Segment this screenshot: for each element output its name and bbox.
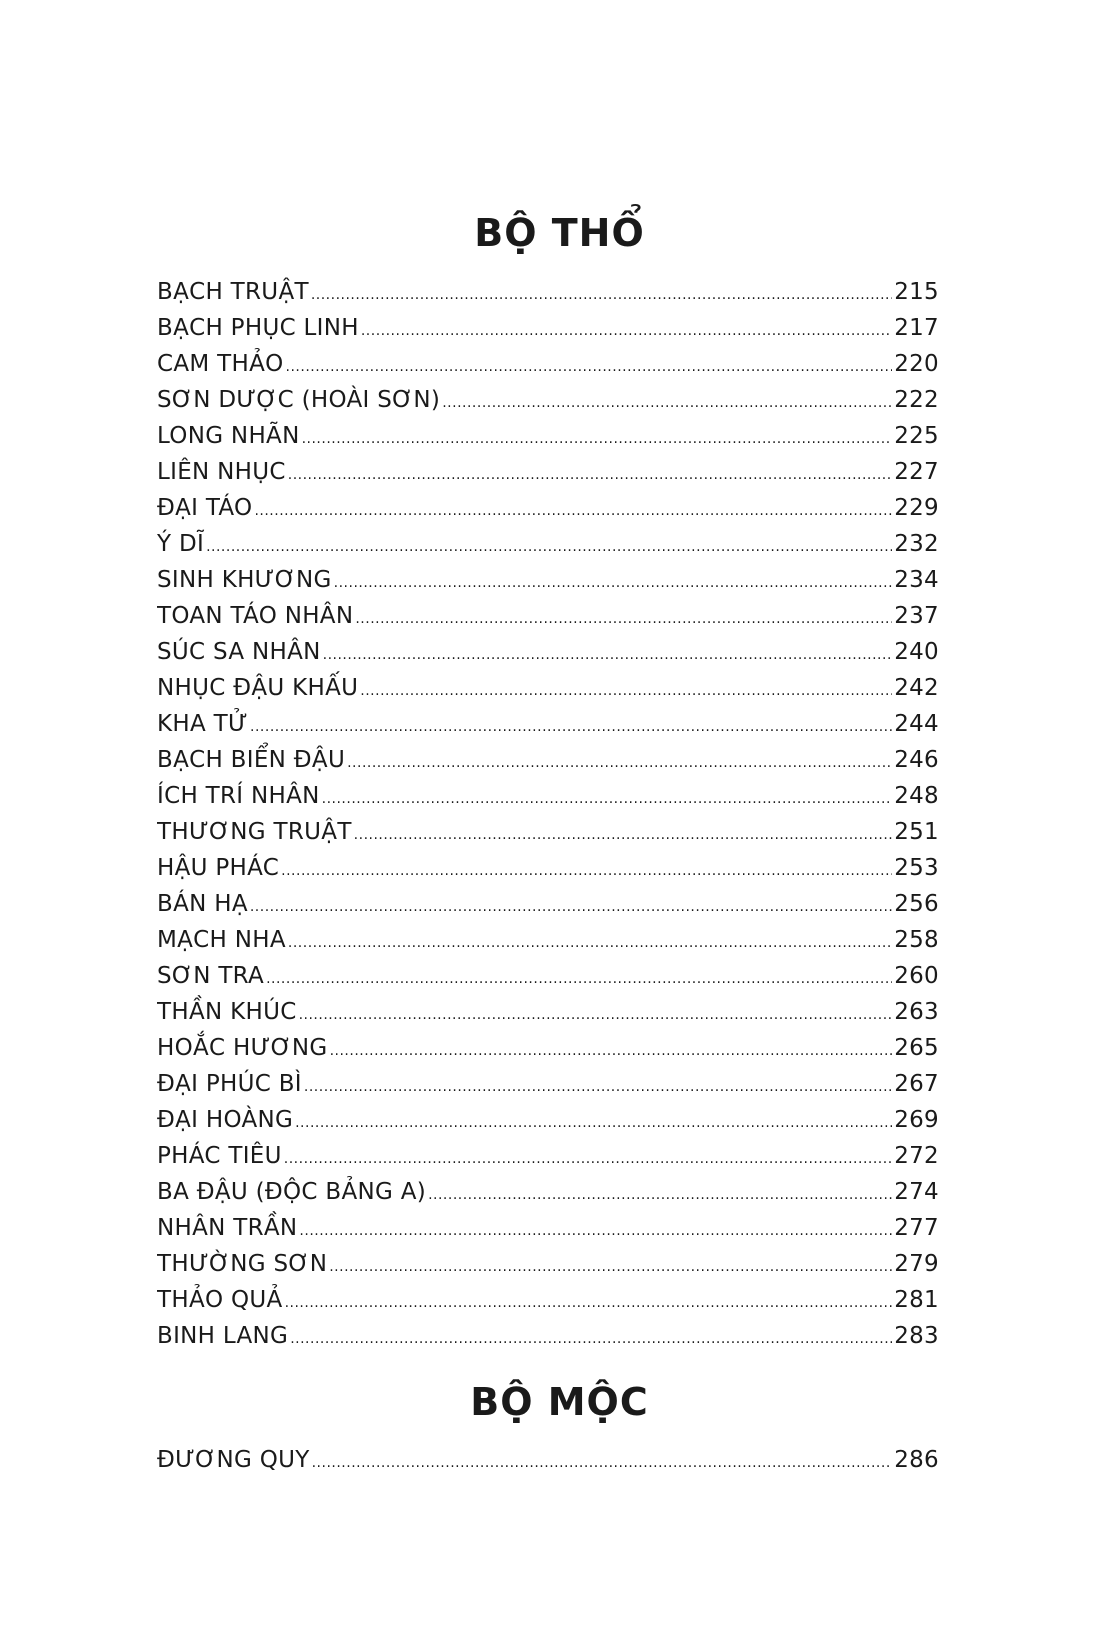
dot-leader [354,817,893,850]
toc-entry-name: ĐẠI PHÚC BÌ [157,1071,302,1097]
toc-entry [157,1138,939,1174]
toc-entry-page-number: 232 [894,531,939,557]
toc-entry [157,1174,939,1210]
toc-entry [157,346,939,382]
toc-entry [157,598,939,634]
toc-entry-page-number: 227 [894,459,939,485]
toc-entry-page-number: 286 [894,1447,939,1473]
toc-entry [157,634,939,670]
toc-entry-page-number: 215 [894,279,939,305]
dot-leader [312,1445,893,1478]
toc-entry-name: CAM THẢO [157,351,284,377]
toc-entry-page-number: 265 [894,1035,939,1061]
toc-entry-page-number: 277 [894,1215,939,1241]
toc-entry [157,706,939,742]
dot-leader [285,1285,893,1318]
toc-entry-name: SƠN DƯỢC (HOÀI SƠN) [157,387,441,413]
toc-entry-page-number: 229 [894,495,939,521]
dot-leader [290,1321,892,1354]
toc-entry-name: PHÁC TIÊU [157,1143,282,1169]
toc-entry-name: ÍCH TRÍ NHÂN [157,783,320,809]
toc-entry [157,778,939,814]
toc-entry-page-number: 260 [894,963,939,989]
toc-entry-name: TOAN TÁO NHÂN [157,603,354,629]
toc-entry-name: BẠCH BIỂN ĐẬU [157,747,346,773]
toc-entry-name: NHỤC ĐẬU KHẤU [157,675,359,701]
toc-entry-name: BẠCH TRUẬT [157,279,309,305]
toc-entry-name: ĐƯƠNG QUY [157,1447,310,1473]
toc-entry-page-number: 225 [894,423,939,449]
dot-leader [442,385,892,418]
toc-entry-name: THƯỜNG SƠN [157,1251,328,1277]
toc-entry [157,1030,939,1066]
toc-entry [157,1442,939,1478]
dot-leader [288,457,892,490]
toc-entry-name: SÚC SA NHÂN [157,639,321,665]
toc-entry-name: LONG NHÃN [157,423,300,449]
toc-entry [157,490,939,526]
toc-entry-name: BA ĐẬU (ĐỘC BẢNG A) [157,1179,427,1205]
toc-entry-page-number: 222 [894,387,939,413]
toc-entry [157,274,939,310]
dot-leader [250,889,892,922]
toc-entry-page-number: 283 [894,1323,939,1349]
toc-entry [157,886,939,922]
dot-leader [206,529,892,562]
toc-entry [157,418,939,454]
toc-entry [157,1066,939,1102]
toc-entry-page-number: 279 [894,1251,939,1277]
toc-entry [157,742,939,778]
toc-entry [157,310,939,346]
toc-entry [157,1246,939,1282]
toc-entry-name: SINH KHƯƠNG [157,567,332,593]
toc-entry [157,562,939,598]
dot-leader [428,1177,892,1210]
toc-entry [157,382,939,418]
toc-entry-name: BẠCH PHỤC LINH [157,315,359,341]
toc-entry-page-number: 237 [894,603,939,629]
toc-entry-page-number: 246 [894,747,939,773]
dot-leader [355,601,892,634]
toc-entry-page-number: 251 [894,819,939,845]
toc-entry-page-number: 220 [894,351,939,377]
toc-entry-name: THƯƠNG TRUẬT [157,819,352,845]
dot-leader [302,421,893,454]
toc-entry-page-number: 244 [894,711,939,737]
toc-entry-page-number: 240 [894,639,939,665]
toc-entry-page-number: 272 [894,1143,939,1169]
toc-entry [157,1102,939,1138]
toc-entry [157,850,939,886]
dot-leader [330,1033,893,1066]
toc-entry-name: BÁN HẠ [157,891,248,917]
dot-leader [286,349,893,382]
toc-entry-name: KHA TỬ [157,711,249,737]
toc-entry-page-number: 267 [894,1071,939,1097]
toc-entry [157,454,939,490]
toc-entry-page-number: 217 [894,315,939,341]
toc-entry [157,1282,939,1318]
dot-leader [254,493,892,526]
toc-entry-name: HOẮC HƯƠNG [157,1035,328,1061]
toc-entry-page-number: 274 [894,1179,939,1205]
toc-entry [157,1318,939,1354]
toc-entry-page-number: 263 [894,999,939,1025]
toc-list-bo-tho [157,274,939,1354]
toc-entry-name: Ý DĨ [157,531,205,557]
toc-entry-page-number: 269 [894,1107,939,1133]
toc-entry [157,814,939,850]
dot-leader [360,673,892,706]
toc-entry-page-number: 234 [894,567,939,593]
dot-leader [295,1105,892,1138]
dot-leader [281,853,892,886]
dot-leader [304,1069,892,1102]
toc-entry [157,922,939,958]
toc-entry-name: ĐẠI HOÀNG [157,1107,294,1133]
toc-entry-name: THẦN KHÚC [157,999,297,1025]
toc-entry-name: THẢO QUẢ [157,1287,283,1313]
section-title-bo-tho: BỘ THỔ [474,211,645,255]
toc-entry-name: BINH LANG [157,1323,289,1349]
dot-leader [284,1141,892,1174]
toc-entry [157,994,939,1030]
dot-leader [347,745,892,778]
dot-leader [311,277,892,310]
dot-leader [250,709,892,742]
toc-list-bo-moc [157,1442,939,1478]
toc-entry-page-number: 258 [894,927,939,953]
toc-entry-page-number: 248 [894,783,939,809]
dot-leader [288,925,892,958]
toc-entry-page-number: 256 [894,891,939,917]
dot-leader [361,313,892,346]
toc-entry-page-number: 253 [894,855,939,881]
dot-leader [299,997,893,1030]
toc-entry [157,958,939,994]
toc-entry-name: SƠN TRA [157,963,265,989]
toc-entry-name: HẬU PHÁC [157,855,280,881]
dot-leader [323,637,893,670]
dot-leader [299,1213,892,1246]
toc-entry-page-number: 281 [894,1287,939,1313]
toc-entry-name: ĐẠI TÁO [157,495,253,521]
dot-leader [334,565,893,598]
dot-leader [329,1249,892,1282]
dot-leader [266,961,892,994]
dot-leader [322,781,893,814]
toc-entry [157,670,939,706]
toc-entry [157,1210,939,1246]
toc-entry-page-number: 242 [894,675,939,701]
section-title-bo-moc: BỘ MỘC [470,1380,649,1424]
toc-entry-name: NHÂN TRẦN [157,1215,298,1241]
toc-entry-name: LIÊN NHỤC [157,459,286,485]
toc-entry [157,526,939,562]
toc-entry-name: MẠCH NHA [157,927,286,953]
